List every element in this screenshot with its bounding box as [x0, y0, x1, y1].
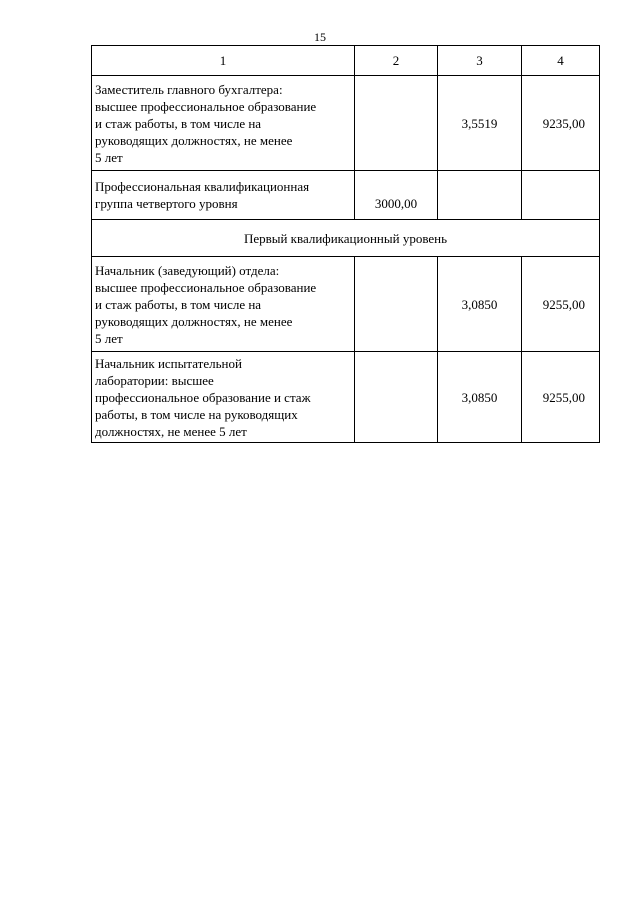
column-header-2: 2 — [355, 46, 438, 76]
coefficient-cell — [438, 171, 522, 220]
salary-cell — [522, 171, 600, 220]
section-heading-row — [92, 220, 600, 257]
salary-cell: 9235,00 — [522, 76, 600, 171]
base-salary-cell — [355, 352, 438, 443]
column-header-3: 3 — [438, 46, 522, 76]
table-row — [92, 76, 600, 171]
coefficient-cell: 3,0850 — [438, 352, 522, 443]
table-header-row — [92, 46, 600, 76]
base-salary-cell — [355, 257, 438, 352]
table-row — [92, 171, 600, 220]
salary-cell: 9255,00 — [522, 257, 600, 352]
section-heading: Первый квалификационный уровень — [92, 220, 600, 257]
base-salary-cell: 3000,00 — [355, 171, 438, 220]
coefficient-cell: 3,5519 — [438, 76, 522, 171]
position-name-cell: Заместитель главного бухгалтера: высшее профессиональное образование и стаж работы, в том числе на руководящих должностях, не менее 5 лет — [92, 76, 355, 171]
salary-cell: 9255,00 — [522, 352, 600, 443]
base-salary-cell — [355, 76, 438, 171]
salary-table — [91, 45, 600, 443]
column-header-1: 1 — [92, 46, 355, 76]
column-header-4: 4 — [522, 46, 600, 76]
page-number: 15 — [314, 30, 326, 44]
table-row — [92, 257, 600, 352]
position-name-cell: Начальник испытательной лаборатории: высшее профессиональное образование и стаж работы, в том числе на руководящих должностях, не менее 5 лет — [92, 352, 355, 443]
group-name-cell: Профессиональная квалификационная группа четвертого уровня — [92, 171, 355, 220]
coefficient-cell: 3,0850 — [438, 257, 522, 352]
table-row — [92, 352, 600, 443]
position-name-cell: Начальник (заведующий) отдела: высшее профессиональное образование и стаж работы, в том числе на руководящих должностях, не менее 5 лет — [92, 257, 355, 352]
